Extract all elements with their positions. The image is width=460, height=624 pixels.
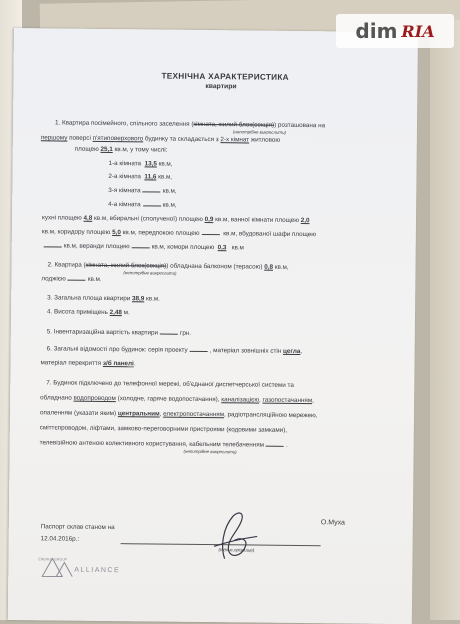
footer-passport: Паспорт склав станом на [40,523,115,532]
s4-ceiling-height: 4. Висота приміщень 2,48 м. [46,308,130,317]
page-subtitle: квартири [205,83,237,91]
dim-ria-watermark [336,14,454,48]
s1-line1: 1. Квартира посімейного, спільного заселення (кімната, жилий блок(секція)) розташована на [54,119,326,130]
signer-name: О.Муха [320,519,345,527]
s2-hint: (непотрібне викреслити) [123,270,177,276]
s5-inventory-value: 5. Інвентаризаційна вартість квартири грн. [46,328,192,337]
handwritten-signature [194,506,265,565]
footer-date: 12.04.2016р.: [40,535,80,543]
room-row-1: 1-а кімната 13,5 кв.м, [108,159,173,168]
document-sheet [8,28,418,624]
watermark-ria: RIA [401,21,435,41]
watermark-dim: dim [355,19,398,43]
s1-line4: кухні площею 4,8 кв.м, вбиральні (сполученої) площею 0,9 кв.м, ванної кімнати площею 2,0 [41,214,310,225]
s1-line6: кв.м, веранди площею кв.м, комори площею 0,3 кв.м [42,243,244,251]
s1-line3: площею 25,1 кв.м, у тому числі: [74,145,168,154]
s7-line4: сміттєпроводом, ліфтами, замково-переговорними пристроями (кодовими замками), [39,424,288,434]
s1-hint: (непотрібне викреслити) [232,129,287,135]
background-paper-right [430,20,460,620]
s1-line5: кв.м, коридору площею 5,0 кв.м, передпокою площею кв.м, вбудованої шафи площею [41,228,317,239]
s7-line3: опаленням (указати яким) центральним, електропостачанням, радіотрансляційною мережею, [39,409,318,420]
logo-text: ALLIANCE [74,566,121,575]
alliance-logo [38,556,148,581]
s7-hint: (непотрібне викреслити) [183,448,237,455]
s1-line2: першому поверсі п'ятиповерхового будинку та складається з 2-х кімнат житловою [40,134,281,144]
s7-line1: 7. Будинок підключено до телефонної мережі, об'єднаної диспетчерської системи та [46,379,294,389]
room-row-4: 4-а кімната кв.м, [108,200,177,209]
s7-line2: обладнано водопроводом (холодне, гаряче водопостачання), каналізацією, газопостачанням, [40,394,314,405]
s6-line2: матеріал перекриття з/б панелі. [40,359,136,368]
s2-line1: 2. Квартира (кімната, жилий блок(секція)) обладнана балконом (терасою) 0,8 кв.м, [47,261,289,271]
s7-line5: телевізійною антеною колективного користування, кабельним телебаченням . [39,439,288,449]
logo-subtext: ENERGY GROUP [38,557,67,562]
s3-total-area: 3. Загальна площа квартири 38,9 кв.м. [47,294,160,303]
page-title: ТЕХНІЧНА ХАРАКТЕРИСТИКА [161,71,289,82]
room-row-2: 2-а кімната 11,6 кв.м, [108,172,173,181]
s2-line2: лоджією кв.м. [41,275,102,283]
room-row-3: 3-я кімната кв.м, [108,186,177,195]
signature-hint: (підпис,прізвище) [218,547,255,553]
s6-line1: 6. Загальні відомості про будинок: серія проекту , матеріал зовнішніх стін цегла, [46,345,303,356]
